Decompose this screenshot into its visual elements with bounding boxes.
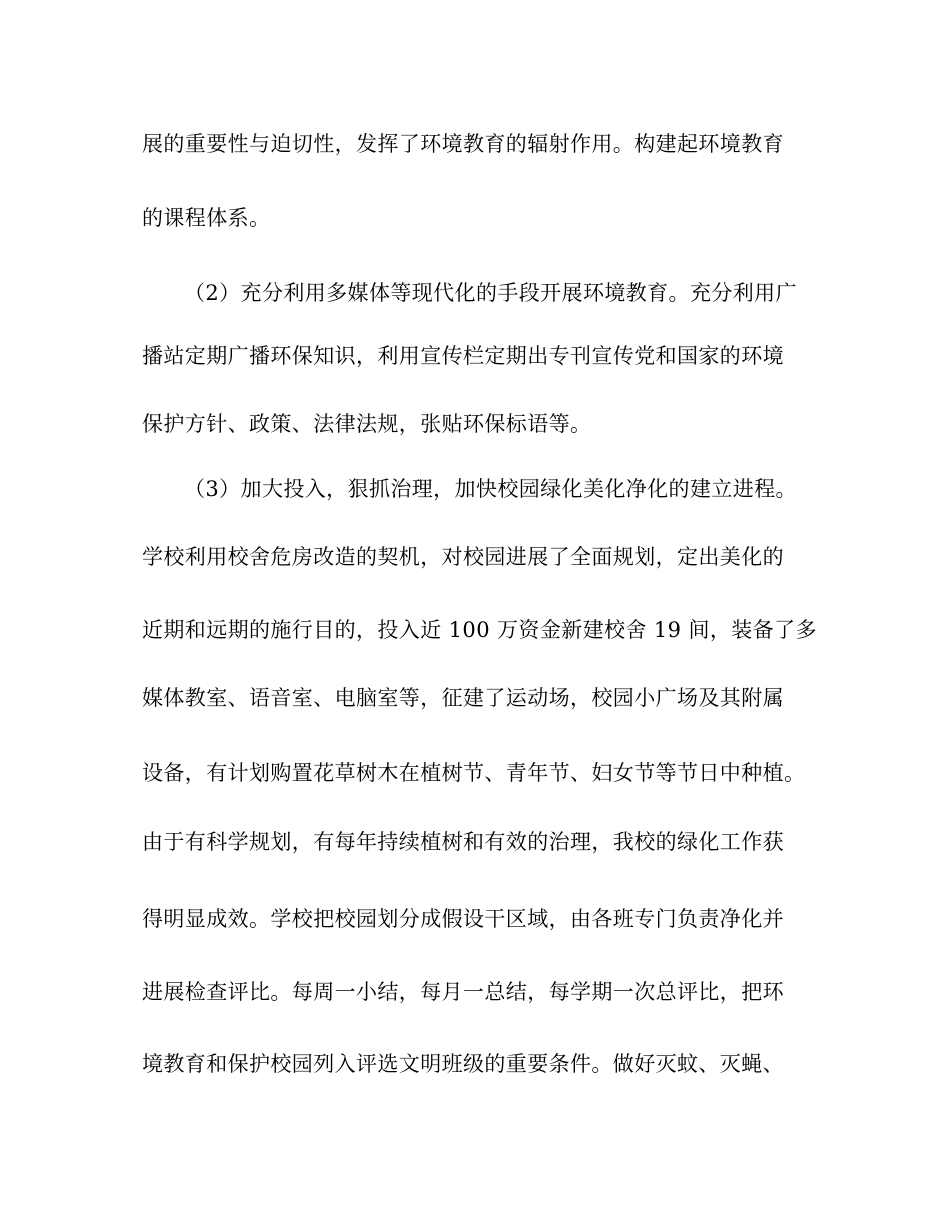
paragraph-line: 近期和远期的施行目的，投入近 100 万资金新建校舍 19 间，装备了多	[142, 618, 817, 642]
paragraph-line: 播站定期广播环保知识，利用宣传栏定期出专刊宣传党和国家的环境	[142, 344, 784, 368]
paragraph-line: 境教育和保护校园列入评选文明班级的重要条件。做好灭蚊、灭蝇、	[142, 1052, 784, 1076]
paragraph-line: 进展检查评比。每周一小结，每月一总结，每学期一次总评比，把环	[142, 980, 784, 1004]
paragraph-line: 设备，有计划购置花草树木在植树节、青年节、妇女节等节日中种植。	[142, 761, 806, 785]
paragraph-line: 的课程体系。	[142, 206, 271, 230]
paragraph-line: 媒体教室、语音室、电脑室等，征建了运动场，校园小广场及其附属	[142, 686, 784, 710]
paragraph-line: 由于有科学规划，有每年持续植树和有效的治理，我校的绿化工作获	[142, 830, 784, 854]
paragraph-line: 得明显成效。学校把校园划分成假设干区域，由各班专门负责净化并	[142, 907, 784, 931]
paragraph-line: 展的重要性与迫切性，发挥了环境教育的辐射作用。构建起环境教育	[142, 132, 784, 156]
paragraph-line: 保护方针、政策、法律法规，张贴环保标语等。	[142, 412, 592, 436]
paragraph-line: 学校利用校舍危房改造的契机，对校园进展了全面规划，定出美化的	[142, 545, 784, 569]
paragraph-line: （3）加大投入，狠抓治理，加快校园绿化美化净化的建立进程。	[184, 477, 797, 501]
paragraph-line: （2）充分利用多媒体等现代化的手段开展环境教育。充分利用广	[184, 281, 797, 305]
